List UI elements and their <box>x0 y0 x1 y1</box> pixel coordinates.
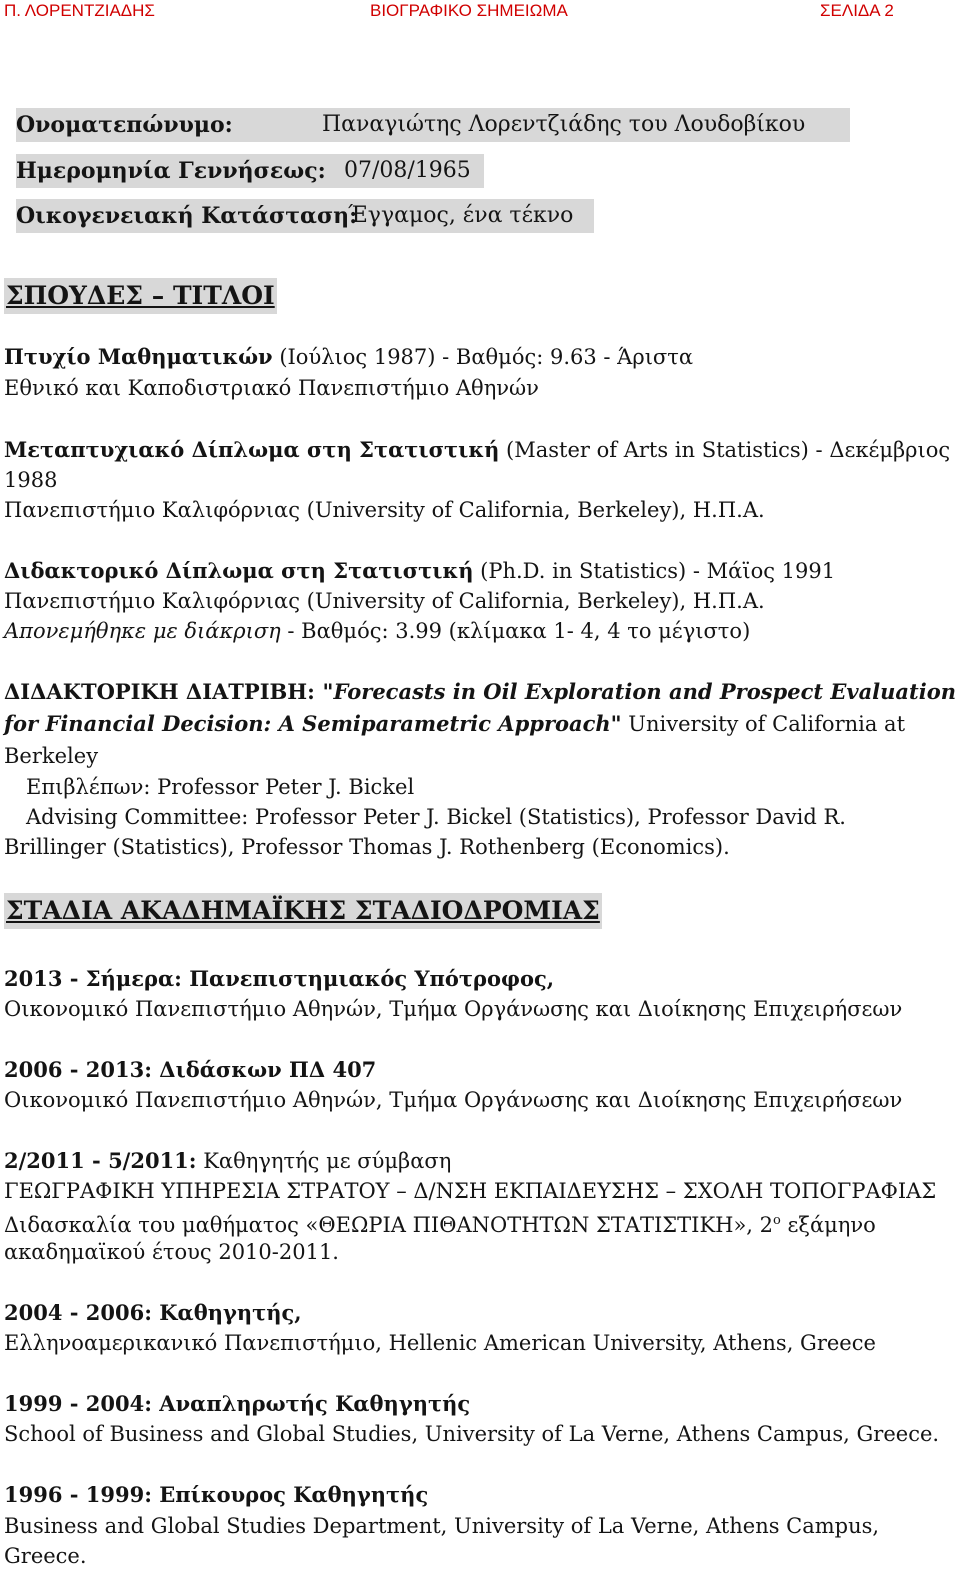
dob-label: Ημερομηνία Γεννήσεως: <box>16 158 326 184</box>
career-entry-3-desc-text: Διδασκαλία του μαθήματος «ΘΕΩΡΙΑ ΠΙΘΑΝΟΤΗΤΩΝ ΣΤΑΤΙΣΤΙΚΗ», 2 <box>4 1213 774 1237</box>
thesis-supervisor: Επιβλέπων: Professor Peter J. Bickel <box>26 775 415 799</box>
career-entry-6-org-2: Greece. <box>4 1544 87 1568</box>
thesis-committee-2: Brillinger (Statistics), Professor Thomas J. Rothenberg (Economics). <box>4 835 730 859</box>
career-entry-3-role: Καθηγητής με σύμβαση <box>196 1149 452 1173</box>
career-entry-2-title: 2006 - 2013: Διδάσκων ΠΔ 407 <box>4 1057 377 1082</box>
header-author: Π. ΛΟΡΕΝΤΖΙΑΔΗΣ <box>4 1 155 20</box>
career-entry-3-desc-2: ακαδημαϊκού έτους 2010-2011. <box>4 1240 339 1264</box>
career-entry-4-org: Ελληνοαμερικανικό Πανεπιστήμιο, Hellenic American University, Athens, Greece <box>4 1331 876 1355</box>
thesis-univ: University of California at <box>621 712 906 736</box>
family-value: Έγγαμος, ένα τέκνο <box>348 203 574 228</box>
thesis-line-1 <box>4 677 956 707</box>
degree3-honor-line <box>4 616 750 646</box>
degree1-title: Πτυχίο Μαθηματικών <box>4 344 273 369</box>
career-entry-1-org: Οικονομικό Πανεπιστήμιο Αθηνών, Τμήμα Οργάνωσης και Διοίκησης Επιχειρήσεων <box>4 997 903 1021</box>
career-entry-4-title: 2004 - 2006: Καθηγητής, <box>4 1300 302 1325</box>
career-heading: ΣΤΑΔΙΑ ΑΚΑΔΗΜΑΪΚΗΣ ΣΤΑΔΙΟΔΡΟΜΙΑΣ <box>4 893 602 929</box>
name-value: Παναγιώτης Λορεντζιάδης του Λουδοβίκου <box>322 112 806 137</box>
degree3-line <box>4 556 835 586</box>
career-entry-1-title: 2013 - Σήμερα: Πανεπιστημιακός Υπότροφος, <box>4 966 555 991</box>
degree3-school: Πανεπιστήμιο Καλιφόρνιας (University of California, Berkeley), Η.Π.Α. <box>4 589 765 613</box>
degree3-title: Διδακτορικό Δίπλωμα στη Στατιστική <box>4 558 474 583</box>
degree2-title: Μεταπτυχιακό Δίπλωμα στη Στατιστική <box>4 437 500 462</box>
thesis-committee-1: Advising Committee: Professor Peter J. Bickel (Statistics), Professor David R. <box>26 805 846 829</box>
career-entry-3-desc-sup: ο <box>773 1213 781 1228</box>
degree1-detail: (Ιούλιος 1987) - Βαθμός: 9.63 - Άριστα <box>272 345 694 369</box>
studies-heading: ΣΠΟΥΔΕΣ – ΤΙΤΛΟΙ <box>4 278 277 314</box>
career-entry-3-org: ΓΕΩΓΡΑΦΙΚΗ ΥΠΗΡΕΣΙΑ ΣΤΡΑΤΟΥ – Δ/ΝΣΗ ΕΚΠΑΙΔΕΥΣΗΣ – ΣΧΟΛΗ ΤΟΠΟΓΡΑΦΙΑΣ <box>4 1179 937 1203</box>
degree3-honor: Απονεμήθηκε με διάκριση <box>4 619 281 643</box>
career-entry-5-org: School of Business and Global Studies, University of La Verne, Athens Campus, Greece. <box>4 1422 940 1446</box>
career-entry-5-title: 1999 - 2004: Αναπληρωτής Καθηγητής <box>4 1391 471 1416</box>
degree2-line <box>4 435 950 465</box>
family-label: Οικογενειακή Κατάσταση: <box>16 203 358 229</box>
degree3-grade: - Βαθμός: 3.99 (κλίμακα 1- 4, 4 το μέγιστο) <box>280 619 751 643</box>
header-page-number: ΣΕΛΙΔΑ 2 <box>820 1 894 20</box>
thesis-label: ΔΙΔΑΚΤΟΡΙΚΗ ΔΙΑΤΡΙΒΗ: <box>4 679 315 704</box>
degree2-detail: (Master of Arts in Statistics) - Δεκέμβριος <box>499 438 951 462</box>
degree2-year: 1988 <box>4 468 58 492</box>
name-label: Ονοματεπώνυμο: <box>16 112 233 138</box>
career-entry-3-title <box>4 1146 451 1176</box>
career-entry-3-dates: 2/2011 - 5/2011: <box>4 1148 197 1173</box>
thesis-line-2 <box>4 709 956 739</box>
thesis-city: Berkeley <box>4 744 99 768</box>
header-doc-title: ΒΙΟΓΡΑΦΙΚΟ ΣΗΜΕΙΩΜΑ <box>370 1 568 20</box>
career-entry-6-title: 1996 - 1999: Επίκουρος Καθηγητής <box>4 1482 429 1507</box>
career-entry-2-org: Οικονομικό Πανεπιστήμιο Αθηνών, Τμήμα Οργάνωσης και Διοίκησης Επιχειρήσεων <box>4 1088 903 1112</box>
thesis-title-1: "Forecasts in Oil Exploration and Prospect Evaluation <box>322 679 956 704</box>
career-entry-3-desc-1 <box>4 1206 876 1240</box>
career-entry-3-desc-end: εξάμηνο <box>780 1213 876 1237</box>
degree3-detail: (Ph.D. in Statistics) - Μάϊος 1991 <box>473 559 836 583</box>
career-entry-6-org-1: Business and Global Studies Department, University of La Verne, Athens Campus, <box>4 1514 880 1538</box>
thesis-title-2: for Financial Decision: A Semiparametric Approach" <box>4 711 622 736</box>
degree1-line <box>4 342 693 372</box>
degree1-school: Εθνικό και Καποδιστριακό Πανεπιστήμιο Αθηνών <box>4 376 539 400</box>
degree2-school: Πανεπιστήμιο Καλιφόρνιας (University of California, Berkeley), Η.Π.Α. <box>4 498 765 522</box>
dob-value: 07/08/1965 <box>344 158 471 183</box>
